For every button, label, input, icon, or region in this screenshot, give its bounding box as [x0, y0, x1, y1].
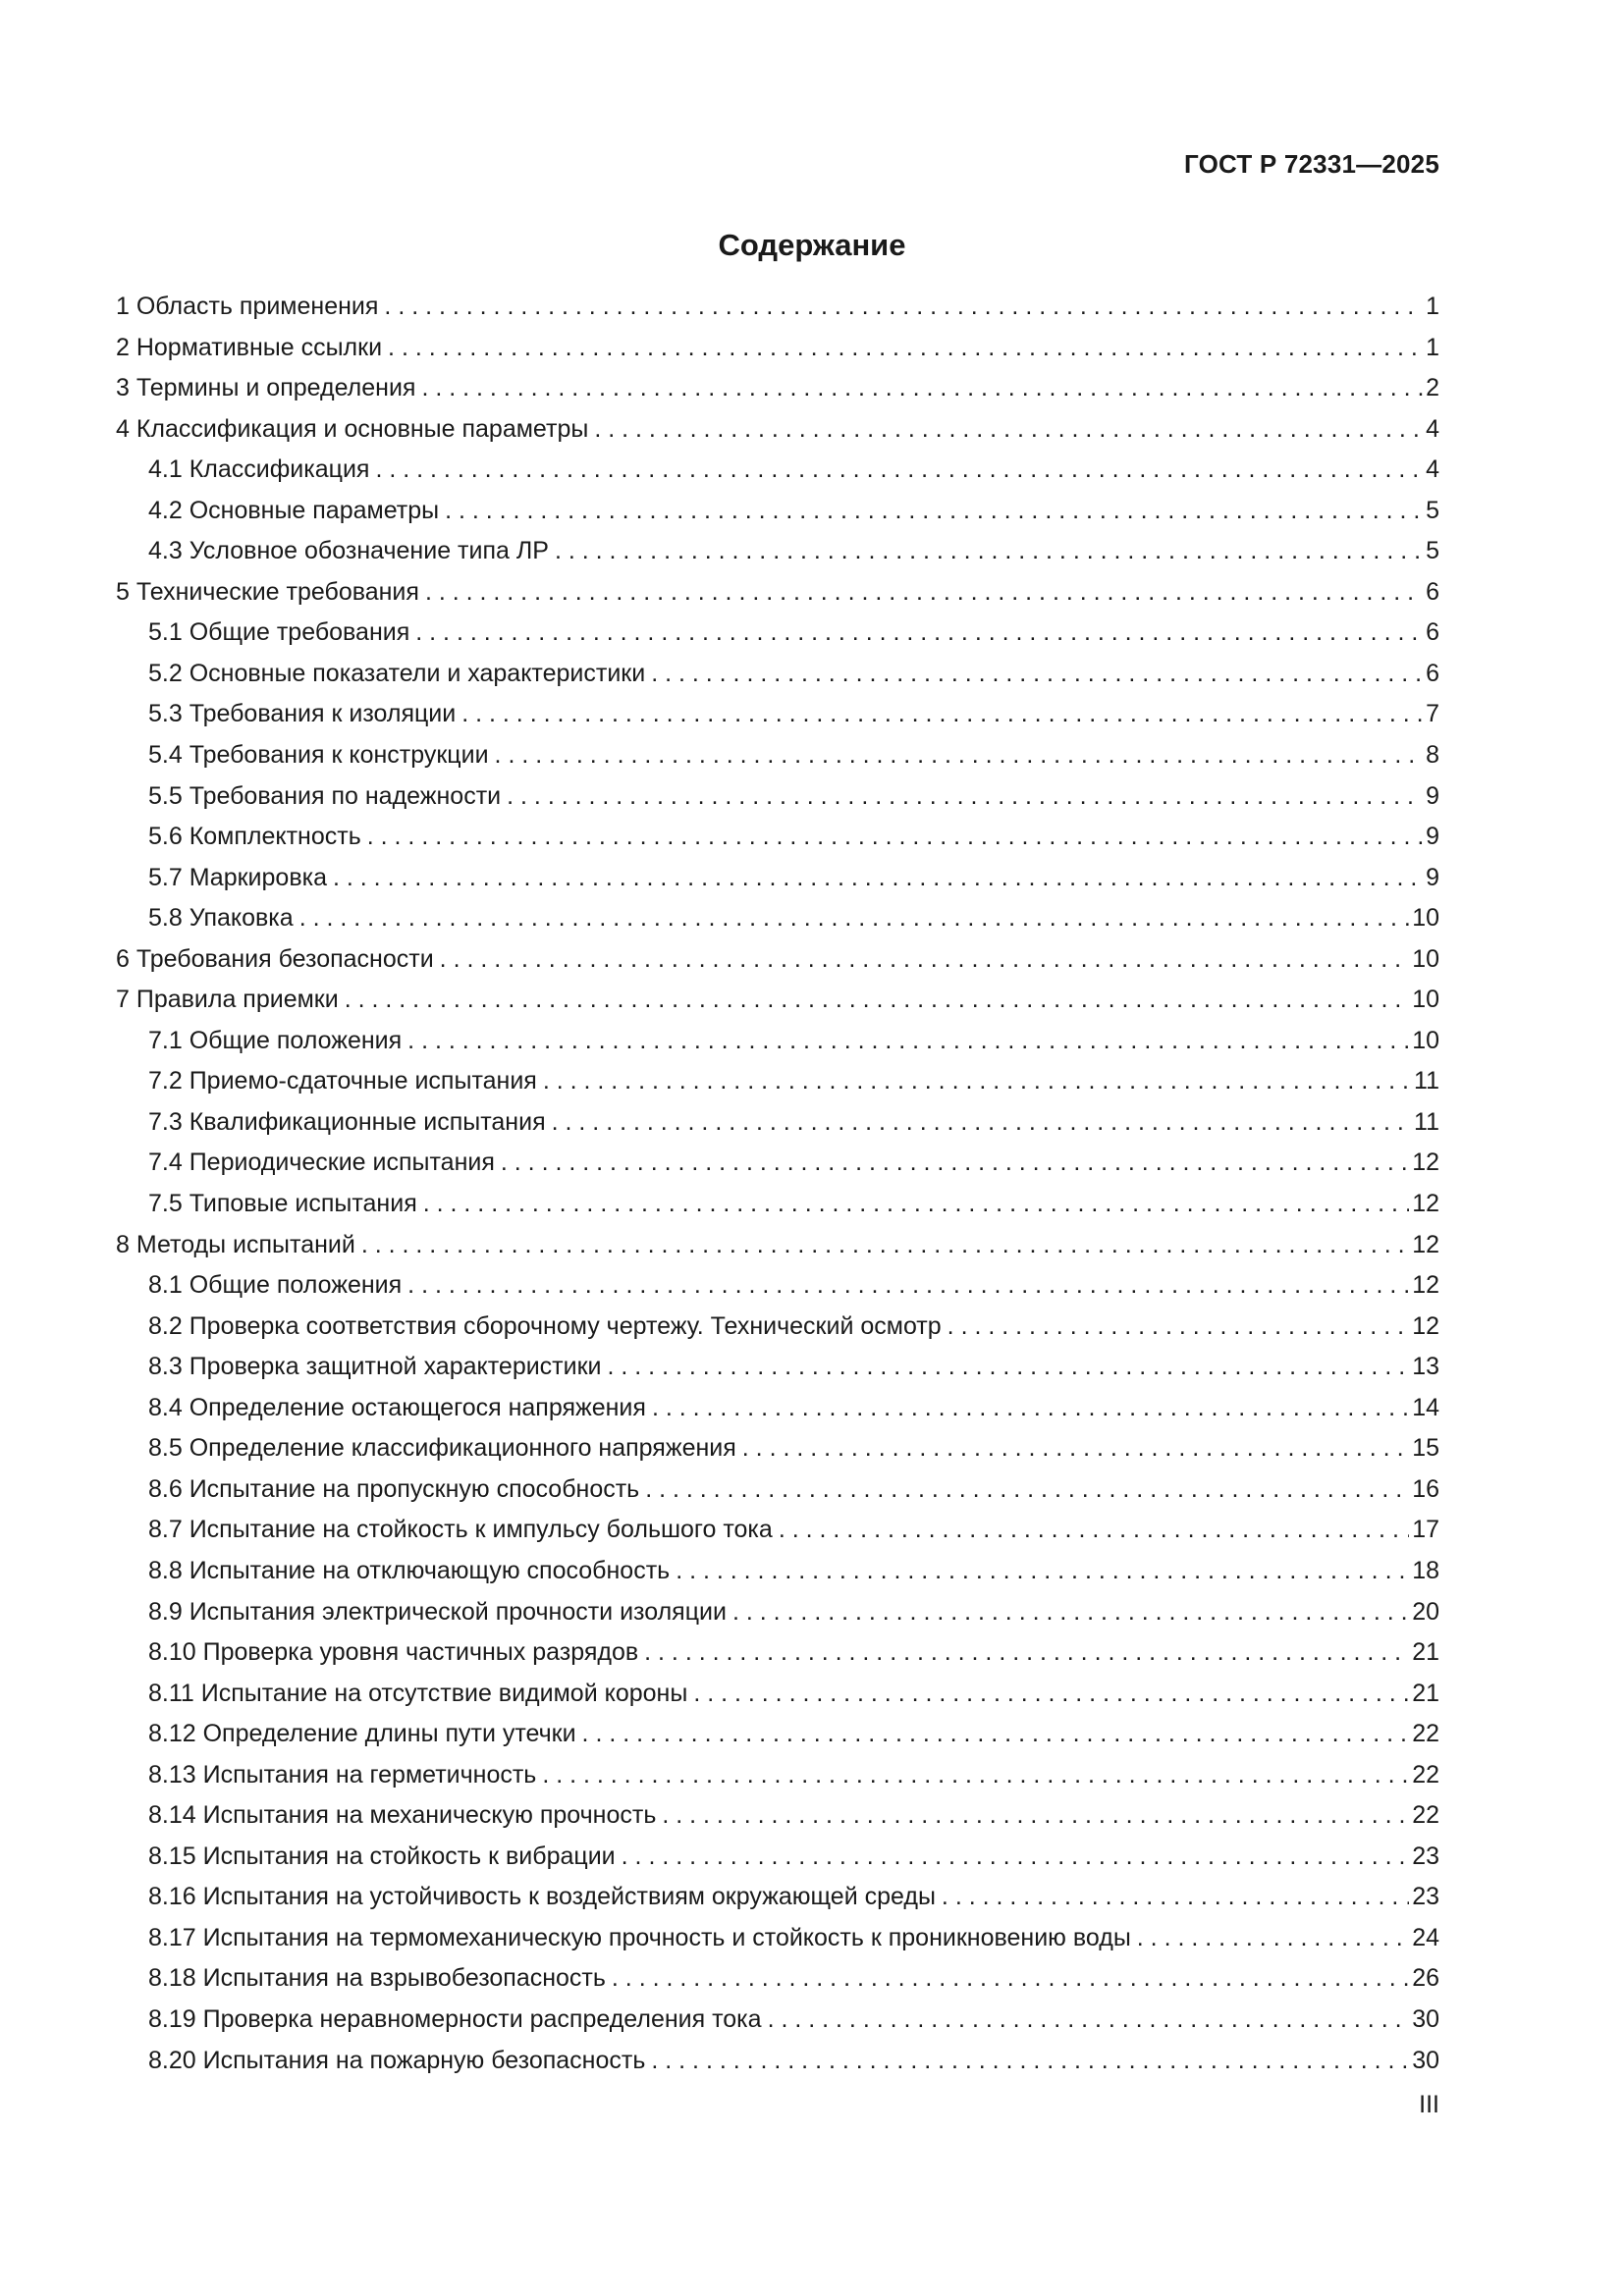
toc-entry-page: 11 — [1414, 1067, 1439, 1095]
toc-leader-dots — [645, 1469, 1409, 1511]
toc-entry-title: 5.5 Требования по надежности — [148, 781, 502, 810]
toc-entry-title: 5 Технические требования — [116, 577, 419, 606]
page-number: III — [1419, 2091, 1439, 2118]
toc-entry[interactable] — [116, 450, 1439, 491]
toc-entry-page: 1 — [1426, 293, 1439, 320]
toc-leader-dots — [662, 1795, 1409, 1837]
toc-leader-dots — [415, 613, 1423, 654]
toc-entry-title: 8.16 Испытания на устойчивость к воздействиям окружающей среды — [148, 1883, 936, 1911]
toc-entry[interactable] — [116, 694, 1439, 735]
toc-leader-dots — [651, 654, 1423, 695]
toc-entry-page: 23 — [1412, 1883, 1439, 1911]
toc-entry-title: 2 Нормативные ссылки — [116, 333, 383, 361]
toc-entry[interactable] — [116, 1469, 1439, 1511]
toc-entry-page: 11 — [1414, 1107, 1439, 1136]
toc-leader-dots — [440, 939, 1410, 981]
toc-entry-page: 21 — [1412, 1679, 1439, 1707]
toc-entry[interactable] — [116, 1307, 1439, 1348]
toc-entry[interactable] — [116, 287, 1439, 328]
toc-leader-dots — [367, 817, 1423, 858]
toc-entry-title: 7 Правила приемки — [116, 986, 339, 1014]
toc-entry-title: 8.9 Испытания электрической прочности изоляции — [148, 1597, 727, 1626]
toc-entry-title: 8 Методы испытаний — [116, 1230, 355, 1258]
toc-entry[interactable] — [116, 735, 1439, 776]
toc-entry[interactable] — [116, 2041, 1439, 2082]
toc-leader-dots — [423, 1184, 1409, 1225]
toc-entry-title: 8.13 Испытания на герметичность — [148, 1760, 537, 1789]
toc-leader-dots — [651, 2041, 1409, 2082]
toc-entry[interactable] — [116, 1592, 1439, 1633]
toc-entry-page: 12 — [1412, 1148, 1439, 1177]
toc-leader-dots — [299, 898, 1409, 939]
toc-title: Содержание — [718, 228, 906, 262]
toc-entry[interactable] — [116, 980, 1439, 1021]
toc-entry-page: 16 — [1412, 1474, 1439, 1503]
toc-entry-title: 4 Классификация и основные параметры — [116, 414, 589, 443]
toc-leader-dots — [543, 1061, 1411, 1102]
toc-entry[interactable] — [116, 1225, 1439, 1266]
toc-entry-page: 10 — [1412, 904, 1439, 933]
toc-entry-page: 13 — [1412, 1353, 1439, 1381]
toc-entry-title: 4.1 Классификация — [148, 455, 370, 484]
toc-entry[interactable] — [116, 817, 1439, 858]
toc-entry[interactable] — [116, 1795, 1439, 1837]
toc-entry-title: 8.7 Испытание на стойкость к импульсу большого тока — [148, 1516, 773, 1544]
toc-entry-title: 8.11 Испытание на отсутствие видимой короны — [148, 1679, 688, 1707]
toc-leader-dots — [555, 531, 1423, 572]
toc-leader-dots — [652, 1388, 1409, 1429]
toc-entry-title: 5.7 Маркировка — [148, 863, 327, 891]
toc-entry-page: 30 — [1412, 2004, 1439, 2033]
toc-entry-title: 8.6 Испытание на пропускную способность — [148, 1474, 640, 1503]
toc-entry[interactable] — [116, 2000, 1439, 2041]
toc-entry-page: 10 — [1412, 944, 1439, 973]
toc-entry[interactable] — [116, 1918, 1439, 1959]
toc-leader-dots — [552, 1102, 1411, 1144]
toc-leader-dots — [361, 1225, 1409, 1266]
toc-entry[interactable] — [116, 1755, 1439, 1796]
toc-entry[interactable] — [116, 368, 1439, 409]
toc-entry-page: 9 — [1426, 823, 1439, 851]
toc-entry-title: 5.1 Общие требования — [148, 618, 410, 647]
toc-entry[interactable] — [116, 1837, 1439, 1878]
toc-entry-title: 4.2 Основные параметры — [148, 496, 440, 524]
toc-entry-page: 9 — [1426, 781, 1439, 810]
toc-entry[interactable] — [116, 491, 1439, 532]
toc-entry-title: 7.5 Типовые испытания — [148, 1190, 417, 1218]
toc-entry-page: 6 — [1426, 659, 1439, 687]
toc-entry-title: 7.3 Квалификационные испытания — [148, 1107, 546, 1136]
document-code: ГОСТ Р 72331—2025 — [1184, 149, 1439, 179]
toc-entry-title: 1 Область применения — [116, 293, 379, 320]
toc-leader-dots — [768, 2000, 1410, 2041]
toc-entry-page: 15 — [1412, 1434, 1439, 1463]
toc-leader-dots — [345, 980, 1409, 1021]
toc-entry-page: 14 — [1412, 1393, 1439, 1421]
toc-entry-page: 12 — [1412, 1311, 1439, 1340]
toc-entry-page: 18 — [1412, 1556, 1439, 1584]
toc-entry-page: 5 — [1426, 496, 1439, 524]
toc-entry-title: 6 Требования безопасности — [116, 944, 434, 973]
toc-entry[interactable] — [116, 776, 1439, 818]
toc-leader-dots — [612, 1958, 1409, 2000]
toc-leader-dots — [1137, 1918, 1409, 1959]
toc-entry-title: 8.8 Испытание на отключающую способность — [148, 1556, 671, 1584]
toc-entry[interactable] — [116, 1388, 1439, 1429]
table-of-contents — [116, 287, 1439, 2081]
toc-entry-title: 8.10 Проверка уровня частичных разрядов — [148, 1638, 639, 1667]
toc-entry-title: 8.1 Общие положения — [148, 1271, 403, 1300]
toc-entry-page: 30 — [1412, 2046, 1439, 2074]
toc-entry-title: 8.2 Проверка соответствия сборочному чертежу. Технический осмотр — [148, 1311, 942, 1340]
toc-entry[interactable] — [116, 939, 1439, 981]
toc-entry[interactable] — [116, 1714, 1439, 1755]
toc-leader-dots — [693, 1674, 1409, 1715]
toc-entry-title: 4.3 Условное обозначение типа ЛР — [148, 537, 549, 565]
toc-entry[interactable] — [116, 1061, 1439, 1102]
toc-entry-page: 5 — [1426, 537, 1439, 565]
toc-entry-page: 24 — [1412, 1923, 1439, 1951]
toc-entry[interactable] — [116, 654, 1439, 695]
toc-leader-dots — [407, 1021, 1409, 1062]
toc-leader-dots — [676, 1551, 1409, 1592]
toc-entry[interactable] — [116, 572, 1439, 614]
toc-entry-title: 8.19 Проверка неравномерности распределения тока — [148, 2004, 762, 2033]
toc-entry-title: 8.20 Испытания на пожарную безопасность — [148, 2046, 646, 2074]
toc-entry-page: 7 — [1426, 700, 1439, 728]
toc-entry[interactable] — [116, 1510, 1439, 1551]
toc-entry-page: 26 — [1412, 1964, 1439, 1993]
toc-entry[interactable] — [116, 1265, 1439, 1307]
toc-entry-title: 8.12 Определение длины пути утечки — [148, 1720, 576, 1748]
toc-entry[interactable] — [116, 1021, 1439, 1062]
toc-entry-page: 17 — [1412, 1516, 1439, 1544]
toc-leader-dots — [384, 287, 1423, 328]
toc-entry[interactable] — [116, 613, 1439, 654]
toc-leader-dots — [582, 1714, 1410, 1755]
toc-entry-page: 22 — [1412, 1760, 1439, 1789]
toc-entry-page: 12 — [1412, 1230, 1439, 1258]
toc-entry[interactable] — [116, 1428, 1439, 1469]
toc-leader-dots — [501, 1143, 1409, 1184]
toc-entry-title: 8.4 Определение остающегося напряжения — [148, 1393, 646, 1421]
toc-entry[interactable] — [116, 1143, 1439, 1184]
toc-leader-dots — [779, 1510, 1409, 1551]
toc-entry-page: 4 — [1426, 455, 1439, 484]
toc-entry-title: 7.1 Общие положения — [148, 1026, 403, 1054]
toc-leader-dots — [622, 1837, 1410, 1878]
toc-leader-dots — [461, 694, 1423, 735]
toc-leader-dots — [608, 1347, 1410, 1388]
toc-entry-title: 5.4 Требования к конструкции — [148, 741, 489, 770]
toc-entry-title: 8.3 Проверка защитной характеристики — [148, 1353, 602, 1381]
toc-entry-title: 8.14 Испытания на механическую прочность — [148, 1801, 657, 1830]
toc-entry-page: 21 — [1412, 1638, 1439, 1667]
toc-leader-dots — [542, 1755, 1409, 1796]
toc-entry-page: 1 — [1426, 333, 1439, 361]
toc-entry[interactable] — [116, 531, 1439, 572]
toc-entry-title: 8.15 Испытания на стойкость к вибрации — [148, 1842, 616, 1870]
toc-entry-page: 12 — [1412, 1190, 1439, 1218]
toc-leader-dots — [388, 328, 1423, 369]
toc-leader-dots — [333, 858, 1423, 899]
toc-entry[interactable] — [116, 1551, 1439, 1592]
toc-entry-page: 12 — [1412, 1271, 1439, 1300]
toc-leader-dots — [407, 1265, 1409, 1307]
toc-entry[interactable] — [116, 409, 1439, 451]
toc-entry-title: 7.4 Периодические испытания — [148, 1148, 495, 1177]
toc-entry-title: 8.17 Испытания на термомеханическую прочность и стойкость к проникновению воды — [148, 1923, 1131, 1951]
toc-entry-page: 23 — [1412, 1842, 1439, 1870]
toc-entry[interactable] — [116, 1184, 1439, 1225]
toc-entry-page: 2 — [1426, 374, 1439, 402]
toc-leader-dots — [947, 1307, 1410, 1348]
toc-entry-page: 6 — [1426, 618, 1439, 647]
toc-entry[interactable] — [116, 1347, 1439, 1388]
toc-entry[interactable] — [116, 1632, 1439, 1674]
toc-entry[interactable] — [116, 1958, 1439, 2000]
toc-leader-dots — [742, 1428, 1409, 1469]
toc-leader-dots — [375, 450, 1423, 491]
toc-entry-page: 6 — [1426, 577, 1439, 606]
toc-entry-page: 10 — [1412, 986, 1439, 1014]
toc-leader-dots — [421, 368, 1423, 409]
toc-entry-title: 8.18 Испытания на взрывобезопасность — [148, 1964, 606, 1993]
toc-entry-title: 5.3 Требования к изоляции — [148, 700, 457, 728]
toc-entry-page: 4 — [1426, 414, 1439, 443]
toc-leader-dots — [507, 776, 1423, 818]
toc-entry-page: 22 — [1412, 1801, 1439, 1830]
toc-entry-title: 5.6 Комплектность — [148, 823, 361, 851]
toc-leader-dots — [594, 409, 1423, 451]
toc-entry[interactable] — [116, 1102, 1439, 1144]
toc-entry-page: 22 — [1412, 1720, 1439, 1748]
toc-entry-page: 20 — [1412, 1597, 1439, 1626]
toc-entry[interactable] — [116, 328, 1439, 369]
toc-entry-title: 8.5 Определение классификационного напряжения — [148, 1434, 736, 1463]
toc-entry-page: 9 — [1426, 863, 1439, 891]
toc-entry-title: 7.2 Приемо-сдаточные испытания — [148, 1067, 537, 1095]
toc-entry[interactable] — [116, 898, 1439, 939]
toc-entry-page: 10 — [1412, 1026, 1439, 1054]
toc-entry[interactable] — [116, 1674, 1439, 1715]
toc-leader-dots — [425, 572, 1423, 614]
toc-entry-page: 8 — [1426, 741, 1439, 770]
toc-entry-title: 3 Термины и определения — [116, 374, 416, 402]
toc-entry[interactable] — [116, 1877, 1439, 1918]
toc-leader-dots — [942, 1877, 1409, 1918]
toc-leader-dots — [732, 1592, 1409, 1633]
toc-entry-title: 5.8 Упаковка — [148, 904, 294, 933]
toc-leader-dots — [445, 491, 1423, 532]
toc-entry[interactable] — [116, 858, 1439, 899]
toc-leader-dots — [644, 1632, 1409, 1674]
toc-entry-title: 5.2 Основные показатели и характеристики — [148, 659, 646, 687]
toc-leader-dots — [495, 735, 1424, 776]
